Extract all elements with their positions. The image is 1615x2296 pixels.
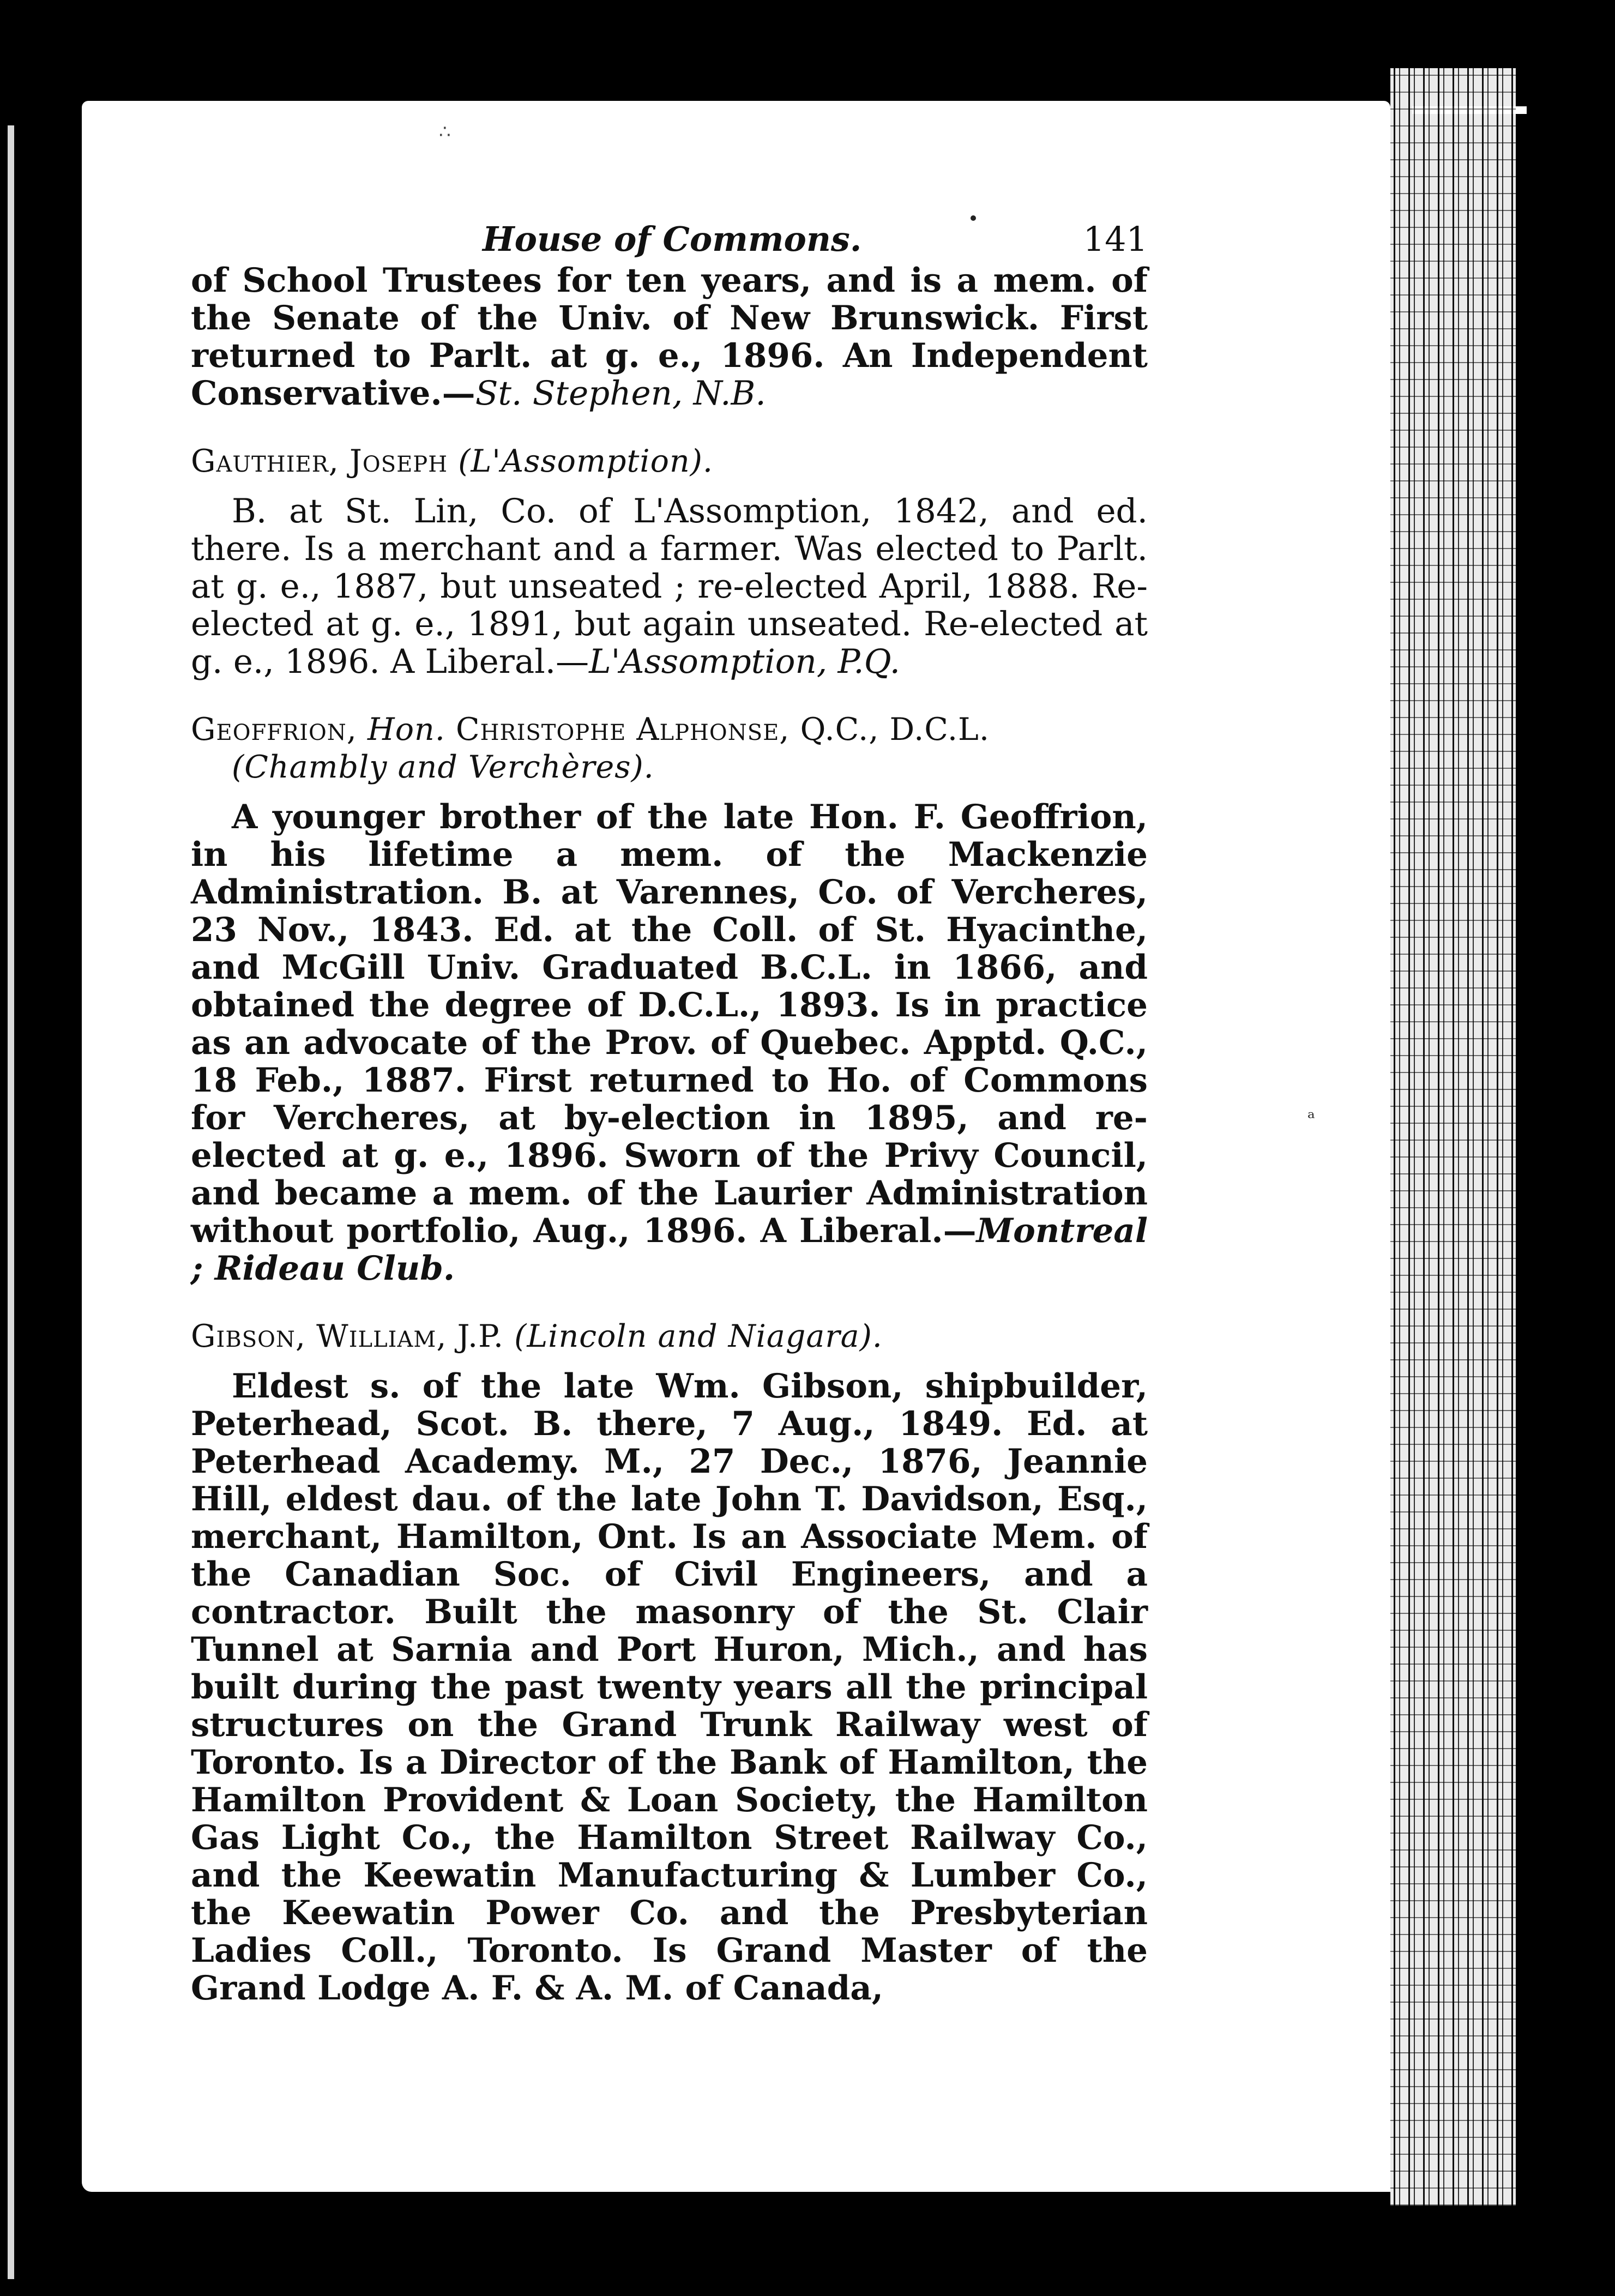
page-edge-shading: [1390, 68, 1516, 2205]
entry-place: Montreal ; Rideau Club.: [191, 1212, 1148, 1288]
book-page-edges: [1390, 68, 1516, 2205]
entry-body: B. at St. Lin, Co. of L'Assomption, 1842, and ed. there. Is a merchant and a farmer. Was elected to Parlt. at g. e., 1887, but unseated ; re-elected April, 1888. Re-elected at g. e., 1891, but again unseated. Re-elected at g. e., 1896. A Liberal.—: [191, 492, 1148, 681]
running-head: [191, 218, 1148, 262]
running-title: House of Commons.: [483, 219, 862, 259]
entry-gibson-text: [191, 1367, 1148, 2007]
entry-heading-gauthier: [191, 443, 1148, 480]
scan-edge-stripe: [8, 125, 14, 2279]
member-name: Gauthier, Joseph: [191, 443, 448, 479]
member-riding: (L'Assomption).: [458, 443, 714, 479]
entry-place: St. Stephen, N.B.: [475, 374, 766, 413]
entry-heading-gibson: [191, 1318, 1148, 1355]
entry-body: of School Trustees for ten years, and is a mem. of the Senate of the Univ. of New Brunswick. First returned to Parlt. at g. e., 1896. An Independent Conservative.—: [191, 261, 1148, 413]
entry-intro-text: [191, 262, 1148, 412]
member-name: Geoffrion,: [191, 712, 357, 748]
page-number: 141: [1083, 219, 1148, 259]
entry-heading-geoffrion: [191, 711, 1148, 786]
margin-glyph: ᵃ: [1307, 1107, 1315, 1129]
member-riding: (Lincoln and Niagara).: [514, 1318, 883, 1354]
member-honorific: Hon.: [367, 712, 445, 748]
member-titles: Q.C., D.C.L.: [800, 712, 990, 748]
member-titles: J.P.: [457, 1318, 504, 1354]
scan-left-border: [0, 0, 82, 2296]
entry-body: Eldest s. of the late Wm. Gibson, shipbuilder, Peterhead, Scot. B. there, 7 Aug., 1849. Ed. at Peterhead Academy. M., 27 Dec., 1876, Jeannie Hill, eldest dau. of the late John T. Davidson, Esq., merchant, Hamilton, Ont. Is an Associate Mem. of the Canadian Soc. of Civil Engineers, and a contractor. Built the masonry of the St. Clair Tunnel at Sarnia and Port Huron, Mich., and has built during the past twenty years all the principal structures on the Grand Trunk Railway west of Toronto. Is a Director of the Bank of Hamilton, the Hamilton Provident & Loan Society, the Hamilton Gas Light Co., the Hamilton Street Railway Co., and the Keewatin Manufacturing & Lumber Co., the Keewatin Power Co. and the Presbyterian Ladies Coll., Toronto. Is Grand Master of the Grand Lodge A. F. & A. M. of Canada,: [191, 1367, 1148, 2008]
member-given-names: Christophe Alphonse,: [455, 712, 790, 748]
top-print-mark: ∴: [439, 121, 451, 143]
page-text-column: [191, 218, 1148, 2007]
member-name: Gibson, William,: [191, 1318, 447, 1354]
entry-gauthier-text: [191, 492, 1148, 680]
entry-place: L'Assomption, P.Q.: [589, 642, 900, 681]
member-riding: (Chambly and Verchères).: [232, 749, 654, 785]
entry-geoffrion-text: [191, 798, 1148, 1287]
entry-body: A younger brother of the late Hon. F. Geoffrion, in his lifetime a mem. of the Mackenzie Administration. B. at Varennes, Co. of Vercheres, 23 Nov., 1843. Ed. at the Coll. of St. Hyacinthe, and McGill Univ. Graduated B.C.L. in 1866, and obtained the degree of D.C.L., 1893. Is in practice as an advocate of the Prov. of Quebec. Apptd. Q.C., 18 Feb., 1887. First returned to Ho. of Commons for Vercheres, at by-election in 1895, and re-elected at g. e., 1896. Sworn of the Privy Council, and became a mem. of the Laurier Administration without portfolio, Aug., 1896. A Liberal.—: [191, 798, 1148, 1250]
